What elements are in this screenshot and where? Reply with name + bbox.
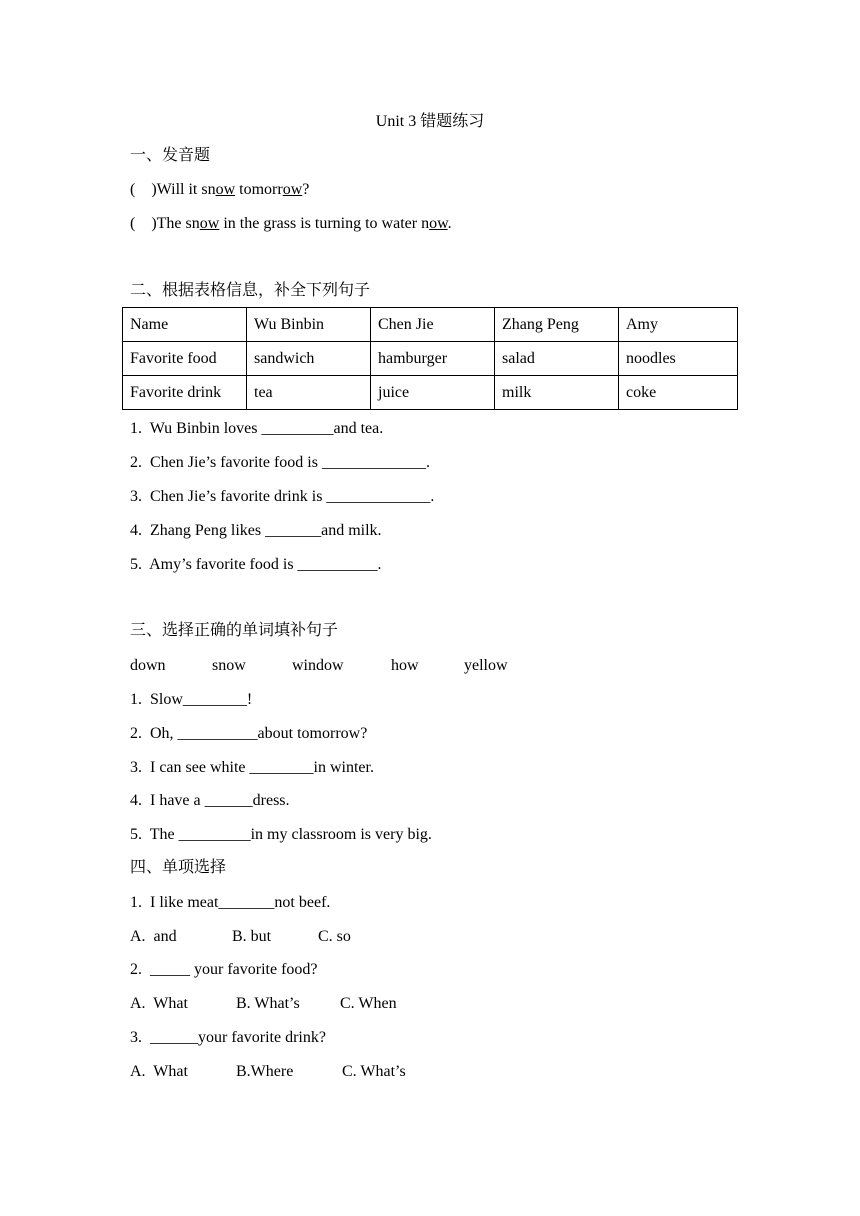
table-row xyxy=(123,308,738,342)
table-cell: hamburger xyxy=(371,342,495,376)
options-row xyxy=(130,927,351,947)
options-row xyxy=(130,994,397,1014)
fill-in-item: 3. Chen Jie’s favorite drink is _____________. xyxy=(130,488,435,505)
word-bank-item: how xyxy=(391,657,419,674)
answer-paren: ( ) xyxy=(130,215,157,232)
table-cell: coke xyxy=(619,376,738,410)
question-stem: 2. _____ your favorite food? xyxy=(130,961,318,978)
text-fragment: Will it sn xyxy=(156,181,216,198)
fill-in-item: 4. I have a ______dress. xyxy=(130,792,290,809)
table-cell: tea xyxy=(247,376,371,410)
page-title: Unit 3 错题练习 xyxy=(375,113,485,130)
table-cell: Zhang Peng xyxy=(495,308,619,342)
section-heading-word-choice: 三、选择正确的单词填补句子 xyxy=(130,622,339,639)
underlined-fragment: ow xyxy=(429,215,448,232)
table-row xyxy=(123,376,738,410)
table-row xyxy=(123,342,738,376)
section-heading-table: 二、根据表格信息，补全下列句子 xyxy=(130,282,371,299)
options-row xyxy=(130,1062,406,1082)
text-fragment: in the grass is turning to water n xyxy=(219,215,430,232)
option: C. so xyxy=(318,928,351,945)
word-bank-item: snow xyxy=(212,657,246,674)
fill-in-item: 1. Slow________! xyxy=(130,691,253,708)
text-fragment: ? xyxy=(302,181,310,198)
table-cell: Favorite drink xyxy=(123,376,247,410)
option: B. but xyxy=(232,928,272,945)
question-line xyxy=(130,214,452,234)
fill-in-item: 5. Amy’s favorite food is __________. xyxy=(130,556,382,573)
underlined-fragment: ow xyxy=(282,181,303,198)
fill-in-item: 5. The _________in my classroom is very big. xyxy=(130,826,432,843)
fill-in-item: 4. Zhang Peng likes _______and milk. xyxy=(130,522,382,539)
table-cell: noodles xyxy=(619,342,738,376)
table-cell: salad xyxy=(495,342,619,376)
option: A. and xyxy=(130,928,177,945)
word-bank-item: window xyxy=(292,657,344,674)
word-bank xyxy=(130,656,508,676)
section-heading-pronunciation: 一、发音题 xyxy=(130,147,211,164)
table-cell: Name xyxy=(123,308,247,342)
fill-in-item: 3. I can see white ________in winter. xyxy=(130,759,374,776)
fill-in-item: 2. Chen Jie’s favorite food is _____________. xyxy=(130,454,430,471)
underlined-fragment: ow xyxy=(215,181,236,198)
answer-paren: ( ) xyxy=(130,181,157,198)
table-cell: Favorite food xyxy=(123,342,247,376)
option: B. What’s xyxy=(236,995,300,1012)
question-stem: 1. I like meat_______not beef. xyxy=(130,894,331,911)
option: A. What xyxy=(130,995,188,1012)
underlined-fragment: ow xyxy=(199,215,220,232)
table-cell: sandwich xyxy=(247,342,371,376)
table-cell: Amy xyxy=(619,308,738,342)
word-bank-item: down xyxy=(130,657,166,674)
option: C. What’s xyxy=(342,1063,406,1080)
text-fragment: tomorr xyxy=(235,181,283,198)
table-cell: Chen Jie xyxy=(371,308,495,342)
word-bank-item: yellow xyxy=(464,657,508,674)
table-cell: milk xyxy=(495,376,619,410)
text-fragment: . xyxy=(447,215,452,232)
fill-in-item: 1. Wu Binbin loves _________and tea. xyxy=(130,420,384,437)
table-cell: Wu Binbin xyxy=(247,308,371,342)
option: C. When xyxy=(340,995,397,1012)
info-table xyxy=(122,307,738,410)
fill-in-item: 2. Oh, __________about tomorrow? xyxy=(130,725,368,742)
section-heading-multiple-choice: 四、单项选择 xyxy=(130,859,227,876)
table-cell: juice xyxy=(371,376,495,410)
option: A. What xyxy=(130,1063,188,1080)
option: B.Where xyxy=(236,1063,294,1080)
text-fragment: The sn xyxy=(156,215,200,232)
question-stem: 3. ______your favorite drink? xyxy=(130,1029,326,1046)
question-line xyxy=(130,180,309,200)
